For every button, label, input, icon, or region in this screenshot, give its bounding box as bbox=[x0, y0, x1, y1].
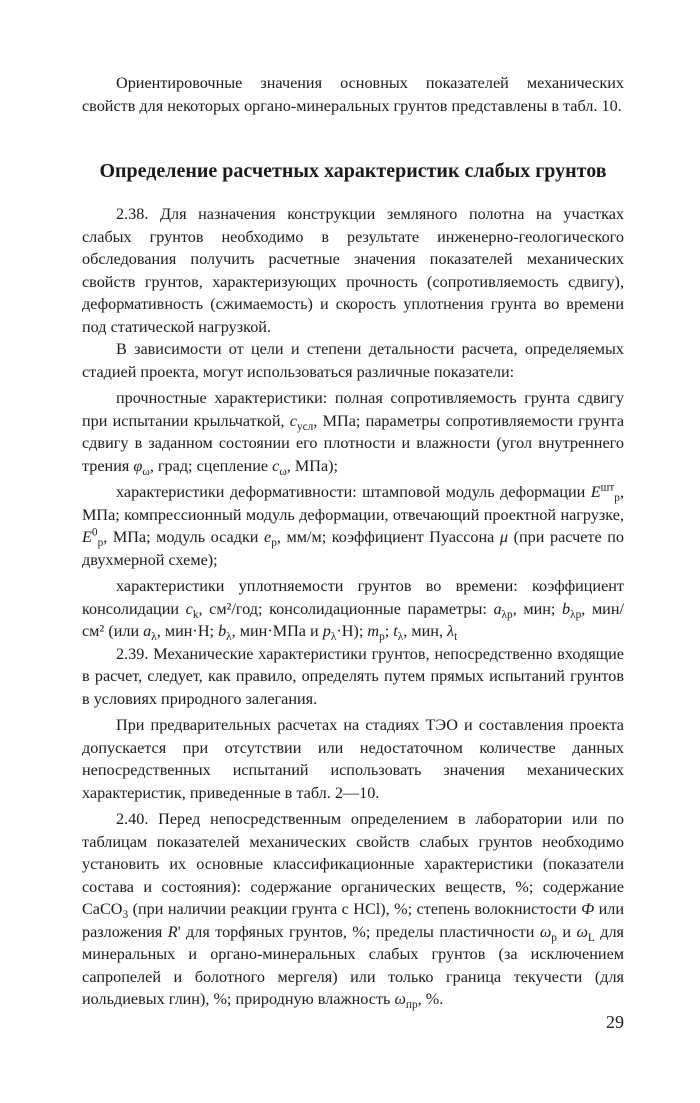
intro-paragraph: Ориентировочные значения основных показателей механических свойств для некоторых органо-минеральных грунтов представлены в табл. 10. bbox=[82, 74, 624, 115]
paragraph-strength: прочностные характеристики: полная сопротивляемость грунта сдвигу при испытании крыльчаткой, $c_{усл}$, МПа; параметры сопротивляемости грунта сдвигу в заданном состоянии его плотности и влажности (угол внутреннего трения $\varphi_\omega$, град; сцепление $c_\omega$, МПа); bbox=[82, 389, 625, 478]
paragraph-preliminary: При предварительных расчетах на стадиях ТЭО и составления проекта допускается при отсутствии или недостаточном количестве данных непосредственных испытаний использовать значения механических характеристик, приведенные в табл. 2—10. bbox=[82, 716, 624, 802]
paragraph-2-40: 2.40. Перед непосредственным определением в лаборатории или по таблицам показателей механических свойств слабых грунтов необходимо установить их основные классификационные характеристики (показатели состава и состояния): содержание органических веществ, %; содержание CaCO$_3$ (при наличии реакции грунта с HCl), %; степень волокнистости Ф или разложения R' для торфяных грунтов, %; пределы пластичности $\omega_р$ и $\omega_L$ для минеральных и органо-минеральных слабых грунтов (за исключением сапропелей и болотного мергеля) или только граница текучести (для иольдиевых глин), %; природную влажность $\omega_{пр}$, %. bbox=[82, 810, 624, 1012]
paragraph-deformation: характеристики деформативности: штамповой модуль деформации $E^{шт}_р$, МПа; компрессионный модуль деформации, отвечающий проектной нагрузке, $E^0_р$, МПа; модуль осадки $e_р$, мм/м; коэффициент Пуассона μ (при расчете по двухмерной схеме); bbox=[82, 481, 625, 569]
paragraph-2-39: 2.39. Механические характеристики грунтов, непосредственно входящие в расчет, следует, как правило, определять путем прямых испытаний грунтов в условиях природного залегания. bbox=[82, 644, 624, 708]
section-heading: Определение расчетных характеристик слабых грунтов bbox=[99, 160, 607, 182]
intro-block bbox=[82, 72, 624, 117]
body-text bbox=[82, 203, 624, 1011]
paragraph-depending: В зависимости от цели и степени детальности расчета, определяемых стадией проекта, могут использоваться различные показатели: bbox=[82, 340, 624, 381]
paragraph-consolidation: характеристики уплотняемости грунтов во времени: коэффициент консолидации $c_k$, см²/год; консолидационные параметры: $a_{\lambda р}$, мин; $b_{\lambda р}$, мин/см² (или $a_\lambda$, мин·Н; $b_\lambda$, мин·МПа и $p_\lambda\cdot Н$); $m_р$; $t_\lambda$, мин, $\lambda_t$ bbox=[82, 577, 625, 644]
page-number: 29 bbox=[606, 1012, 624, 1032]
paragraph-2-38: 2.38. Для назначения конструкции земляного полотна на участках слабых грунтов необходимо в результате инженерно-геологического обследования получить расчетные значения показателей механических свойств грунтов, характеризующих прочность (сопротивляемость сдвигу), деформативность (сжимаемость) и скорость уплотнения грунта во времени под статической нагрузкой. bbox=[82, 205, 624, 336]
